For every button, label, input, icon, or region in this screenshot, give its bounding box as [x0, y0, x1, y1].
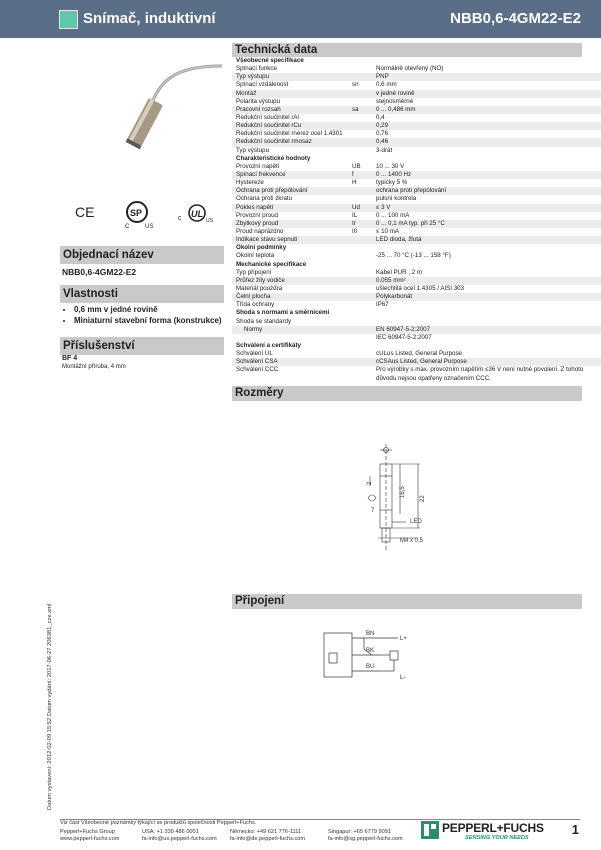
spec-symbol: IL — [352, 211, 358, 219]
spec-label: Provozní proud — [236, 211, 278, 219]
order-code: NBB0,6-4GM22-E2 — [62, 267, 137, 277]
spec-row — [232, 73, 601, 81]
spec-label: Pokles napětí — [236, 203, 274, 211]
spec-row — [232, 138, 601, 146]
spec-value: -25 ... 70 °C (-13 ... 158 °F) — [376, 252, 451, 260]
spec-label: Redukční součinitel rmosaz — [236, 138, 312, 146]
svg-text:UL: UL — [191, 209, 203, 219]
spec-value: IEC 60947-5-2:2007 — [376, 333, 432, 341]
spec-value: 0 ... 1400 Hz — [376, 170, 412, 178]
terminal-lminus: L- — [400, 675, 406, 681]
spec-row — [232, 98, 601, 106]
spec-row — [232, 187, 601, 195]
brand-name: PEPPERL+FUCHS — [442, 821, 544, 835]
spec-row — [232, 147, 601, 155]
footer-group: Pepperl+Fuchs Group — [60, 829, 115, 835]
spec-row — [232, 220, 601, 228]
spec-value: 0 ... 100 mA — [376, 211, 410, 219]
spec-label: Charakteristické hodnoty — [236, 154, 311, 162]
product-code: NBB0,6-4GM22-E2 — [450, 10, 581, 27]
spec-value: PNP — [376, 73, 389, 81]
spec-label: Okolní teplota — [236, 252, 275, 260]
spec-row — [232, 366, 601, 383]
spec-value: cULus Listed, General Purpose — [376, 350, 462, 358]
spec-label: Spínací vzdálenost — [236, 81, 289, 89]
spec-label: Typ připojení — [236, 268, 272, 276]
spec-label: Redukční součinitel rnerez ocel 1.4301 — [236, 130, 343, 138]
spec-row — [232, 90, 601, 98]
spec-label: Provozní napětí — [236, 162, 280, 170]
spec-value: Pro výrobky s max. provozním napětím ≤36 V není nutné povolení. Z tohoto důvodu nejsou opatřeny označením CCC. — [376, 366, 584, 382]
footer-sg-mail[interactable]: fa-info@sg.pepperl-fuchs.com — [328, 836, 403, 842]
spec-label: Shoda se standardy — [236, 317, 292, 325]
spec-row — [232, 65, 601, 73]
thread-label: M4 x 0,5 — [400, 538, 424, 544]
spec-label: Redukční součinitel rAl — [236, 113, 299, 121]
spec-label: Schválení UL — [236, 350, 273, 358]
wire-bk: BK — [366, 648, 375, 654]
spec-group-heading — [232, 342, 601, 350]
spec-value: Normálně otevřený (NO) — [376, 65, 444, 73]
pepperl-fuchs-logo-icon — [421, 821, 439, 839]
dimension-drawing — [340, 438, 460, 558]
page-header — [0, 0, 601, 38]
spec-symbol: sn — [352, 81, 359, 89]
spec-row — [232, 114, 601, 122]
spec-row — [232, 106, 601, 114]
spec-row — [232, 204, 601, 212]
svg-text:C: C — [125, 224, 130, 230]
spec-row — [232, 293, 601, 301]
header-mark — [59, 10, 78, 29]
spec-label: Redukční součinitel rCu — [236, 122, 302, 130]
ce-mark-icon — [75, 204, 97, 220]
svg-text:c: c — [178, 215, 182, 222]
spec-row — [232, 195, 601, 203]
spec-label: Spínací funkce — [236, 65, 277, 73]
spec-label: Pracovní rozsah — [236, 105, 281, 113]
spec-label: Typ výstupu — [236, 146, 270, 154]
spec-value: 0,4 — [376, 113, 385, 121]
footer-note: Viz část Všeobecné poznámky týkající se produktů společnosti Pepperl+Fuchs. — [60, 820, 257, 826]
spec-symbol: Ud — [352, 203, 360, 211]
spec-group-heading — [232, 261, 601, 269]
spec-row — [232, 301, 601, 309]
footer-web[interactable]: www.pepperl-fuchs.com — [60, 836, 120, 842]
svg-text:SP: SP — [130, 208, 143, 218]
spec-symbol: H — [352, 179, 357, 187]
spec-value: 0 ... 0,1 mA typ. při 25 °C — [376, 219, 445, 227]
brand-slogan: SENSING YOUR NEEDS — [465, 835, 529, 841]
release-info: Datum vystavení: 2012-02-09 15:52 Datum vydání: 2017-06-27 206381_cze.xml — [47, 603, 53, 810]
page-number: 1 — [571, 822, 579, 837]
spec-label: Průřez žíly vodiče — [236, 276, 285, 284]
spec-label: Mechanické specifikace — [236, 260, 307, 268]
footer-usa-mail[interactable]: fa-info@us.pepperl-fuchs.com — [142, 836, 217, 842]
spec-row — [232, 358, 601, 366]
spec-value: ušlechtilá ocel 1.4305 / AISI 303 — [376, 284, 465, 292]
spec-row — [232, 179, 601, 187]
spec-group-heading — [232, 309, 601, 317]
spec-value: ≤ 3 V — [376, 203, 391, 211]
spec-label: Ochrana proti přepólování — [236, 187, 308, 195]
spec-symbol: I0 — [352, 227, 358, 235]
spec-row — [232, 130, 601, 138]
spec-label: Zbytkový proud — [236, 219, 279, 227]
spec-group-heading — [232, 244, 601, 252]
features-heading: Vlastnosti — [60, 285, 224, 303]
svg-text:CE: CE — [75, 204, 95, 220]
spec-value: ochrana proti přepólování — [376, 187, 447, 195]
wire-bu: BU — [366, 664, 375, 670]
spec-value: EN 60947-5-2:2007 — [376, 325, 431, 333]
spec-label: Okolní podmínky — [236, 244, 287, 252]
spec-group-heading — [232, 57, 601, 65]
spec-label: Třída ochrany — [236, 301, 275, 309]
spec-value: 0,76 — [376, 130, 389, 138]
svg-text:US: US — [206, 218, 213, 224]
spec-value: ≤ 10 mA — [376, 227, 399, 235]
spec-row — [232, 269, 601, 277]
spec-label: Typ výstupu — [236, 73, 270, 81]
spec-value: 0,6 mm — [376, 81, 397, 89]
spec-row — [232, 171, 601, 179]
spec-label: Ochrana proti zkratu — [236, 195, 293, 203]
spec-symbol: Ir — [352, 219, 356, 227]
footer-de-mail[interactable]: fa-info@de.pepperl-fuchs.com — [230, 836, 306, 842]
dimensions-heading: Rozměry — [232, 386, 582, 401]
spec-label: Indikace stavu sepnutí — [236, 236, 298, 244]
spec-value: 3-drát — [376, 146, 393, 154]
connection-heading: Připojení — [232, 594, 582, 609]
spec-row — [232, 350, 601, 358]
culus-mark-icon — [178, 204, 214, 224]
accessory-name: BF 4 — [62, 355, 78, 362]
accessory-desc: Montážní příruba, 4 mm — [62, 364, 126, 370]
spec-value: stejnosměrné — [376, 97, 414, 105]
spec-row — [232, 212, 601, 220]
feature-item: • Miniaturní stavební forma (konstrukce) — [74, 316, 224, 326]
spec-label: Hystereze — [236, 179, 264, 187]
spec-label: Všeobecné specifikace — [236, 57, 304, 64]
spec-label: Polarita výstupu — [236, 97, 281, 105]
spec-label: Spínací frekvence — [236, 170, 286, 178]
spec-value: v jedné rovině — [376, 89, 415, 97]
footer-sg-phone: Singapur: +65 6779 9091 — [328, 829, 391, 835]
spec-row — [232, 285, 601, 293]
footer-de-phone: Německo: +49 621 776-1111 — [230, 829, 302, 835]
dim-7: 7 — [371, 508, 375, 514]
spec-symbol: f — [352, 170, 354, 178]
spec-symbol: UB — [352, 162, 361, 170]
connection-diagram — [320, 625, 420, 685]
spec-label: Shoda s normami a směrnicemi — [236, 309, 330, 317]
spec-label: Materiál pouzdra — [236, 284, 283, 292]
spec-label: Schválení CCC — [236, 366, 279, 374]
spec-row — [232, 81, 601, 89]
footer-rule — [60, 819, 580, 820]
feature-item: • 0,6 mm v jedné rovině — [74, 305, 224, 315]
spec-value: LED dioda, žlutá — [376, 236, 422, 244]
spec-symbol: sa — [352, 105, 359, 113]
spec-group-heading — [232, 155, 601, 163]
wire-bn: BN — [366, 631, 375, 637]
spec-label: Montáž — [236, 89, 257, 97]
product-photo — [62, 48, 222, 168]
spec-value: 0,29 — [376, 122, 389, 130]
spec-table — [232, 57, 601, 383]
spec-row — [232, 326, 601, 334]
spec-value: Kabel PUR , 2 m — [376, 268, 423, 276]
spec-value: IP67 — [376, 301, 389, 309]
accessories-heading: Příslušenství — [60, 337, 224, 355]
spec-label: Schválení a certifikáty — [236, 341, 302, 349]
spec-row — [232, 122, 601, 130]
led-label: LED — [410, 519, 422, 525]
spec-value: 10 ... 30 V — [376, 162, 405, 170]
dim-16-5: 16,5 — [400, 486, 406, 498]
spec-label: Normy — [244, 325, 263, 333]
spec-row — [232, 163, 601, 171]
spec-value: 0,46 — [376, 138, 389, 146]
spec-row — [232, 277, 601, 285]
spec-value: cCSAus Listed, General Purpose — [376, 358, 467, 366]
spec-row — [232, 252, 601, 260]
svg-text:US: US — [145, 224, 154, 230]
page-title: Snímač, induktivní — [83, 10, 216, 27]
spec-row — [232, 318, 601, 326]
spec-row — [232, 228, 601, 236]
dim-22: 22 — [420, 495, 426, 502]
spec-label: Schválení CSA — [236, 358, 278, 366]
spec-value: typicky 5 % — [376, 179, 408, 187]
spec-row — [232, 334, 601, 342]
spec-row — [232, 236, 601, 244]
spec-label: Čelní plocha — [236, 293, 271, 301]
csa-mark-icon — [123, 200, 157, 230]
terminal-lplus: L+ — [400, 636, 407, 642]
features-list — [64, 305, 224, 327]
spec-value: pulsní kontrola — [376, 195, 417, 203]
spec-value: 0 ... 0,486 mm — [376, 105, 416, 113]
tech-data-heading: Technická data — [232, 43, 582, 58]
spec-value: Polykarbonát — [376, 293, 413, 301]
spec-value: 0,055 mm² — [376, 276, 406, 284]
order-heading: Objednací název — [60, 246, 224, 264]
spec-label: Proud naprázdno — [236, 227, 284, 235]
dim-2: 2 — [367, 481, 373, 485]
footer-usa-phone: USA: +1 330 486 0001 — [142, 829, 199, 835]
